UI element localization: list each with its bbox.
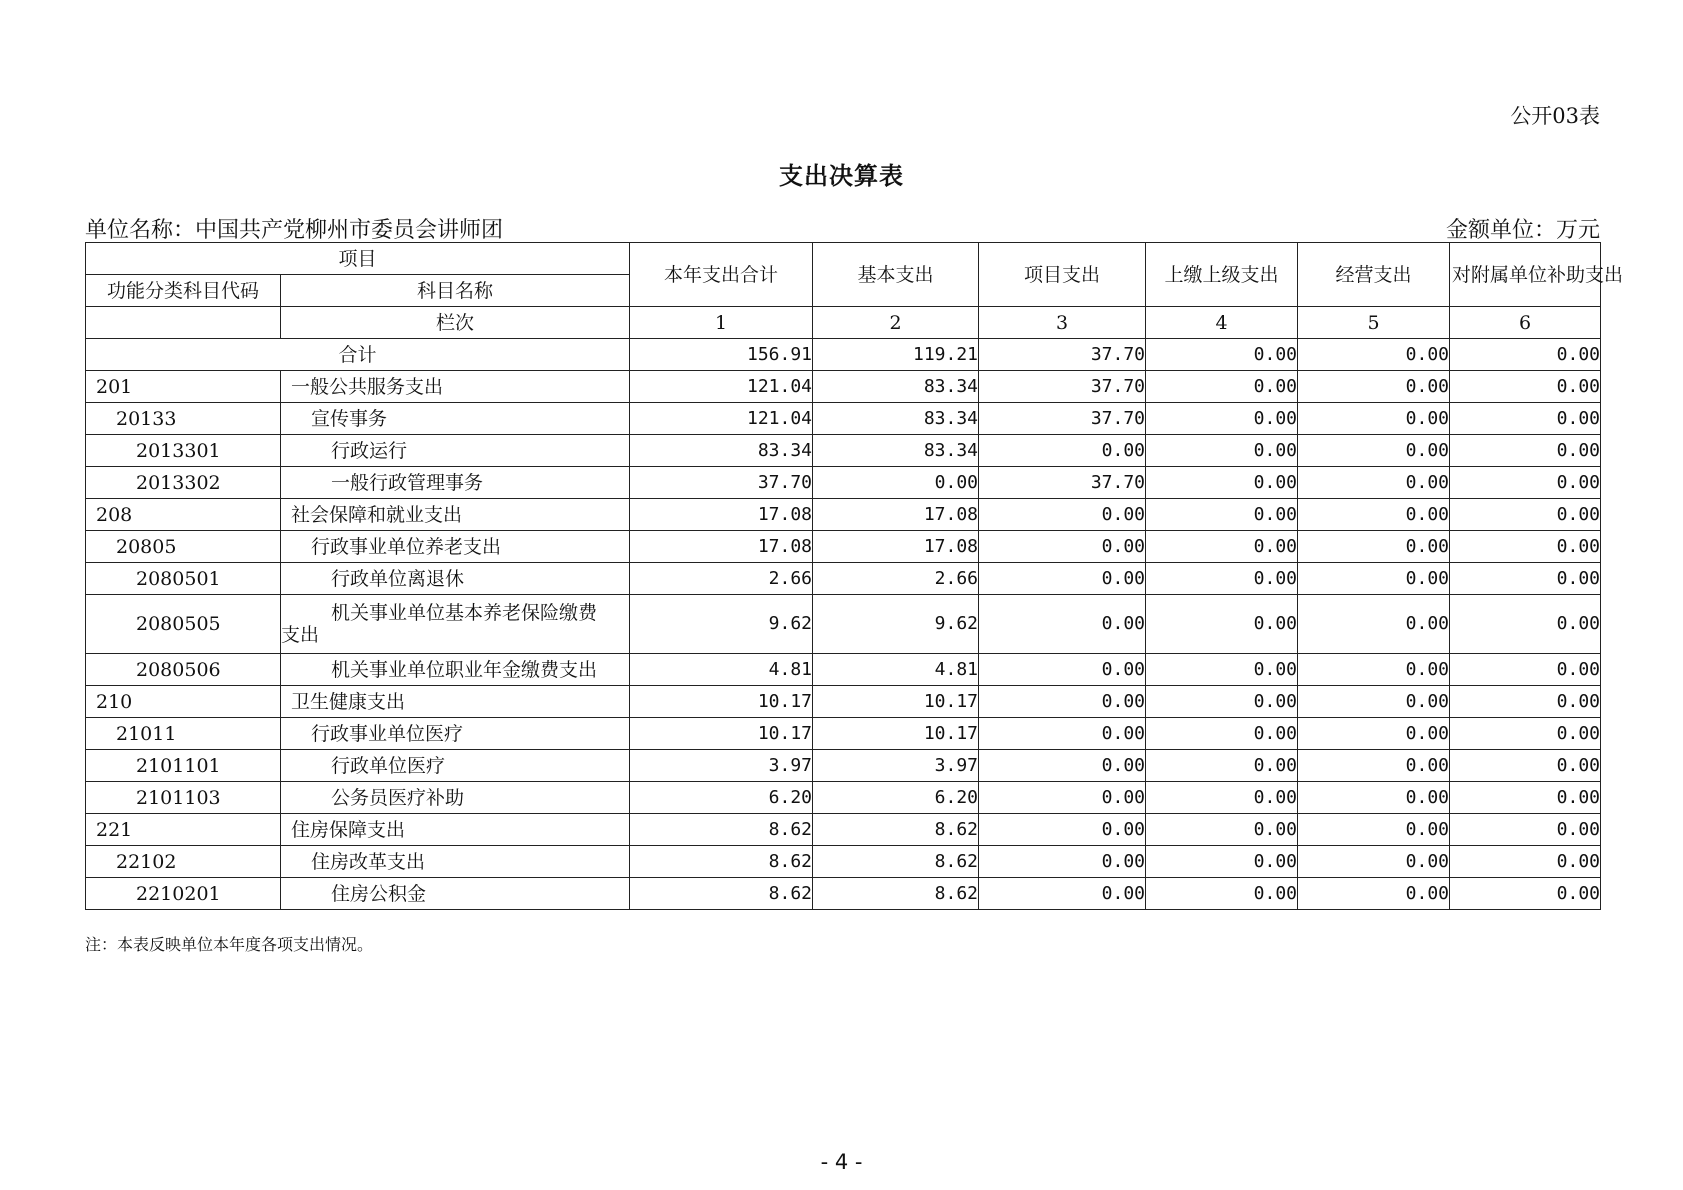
- row-value-4: 0.00: [1146, 814, 1298, 846]
- row-value-2: 2.66: [813, 563, 979, 595]
- table-row: [86, 403, 1601, 435]
- row-value-2: 8.62: [813, 814, 979, 846]
- row-value-1: 8.62: [630, 814, 813, 846]
- table-row: [86, 467, 1601, 499]
- row-name: 一般公共服务支出: [281, 371, 630, 403]
- row-code: 208: [86, 499, 281, 531]
- row-value-1: 8.62: [630, 846, 813, 878]
- row-code: 2210201: [86, 878, 281, 910]
- row-value-1: 4.81: [630, 654, 813, 686]
- row-value-4: 0.00: [1146, 782, 1298, 814]
- table-row: [86, 814, 1601, 846]
- row-value-3: 0.00: [979, 750, 1146, 782]
- column-number-row: [86, 307, 1601, 339]
- table-row: [86, 846, 1601, 878]
- row-code: 221: [86, 814, 281, 846]
- row-code: 22102: [86, 846, 281, 878]
- row-code: 20133: [86, 403, 281, 435]
- row-name: 住房公积金: [281, 878, 630, 910]
- row-code: 2013301: [86, 435, 281, 467]
- row-value-5: 0.00: [1298, 435, 1450, 467]
- row-value-6: 0.00: [1450, 563, 1601, 595]
- row-value-2: 17.08: [813, 499, 979, 531]
- row-code: 21011: [86, 718, 281, 750]
- row-value-2: 3.97: [813, 750, 979, 782]
- table-row: [86, 531, 1601, 563]
- row-value-5: 0.00: [1298, 846, 1450, 878]
- row-value-6: 0.00: [1450, 654, 1601, 686]
- table-row: [86, 499, 1601, 531]
- table-row: [86, 654, 1601, 686]
- row-code: 2080505: [86, 595, 281, 654]
- form-number: 公开03表: [1510, 104, 1600, 128]
- row-value-2: 8.62: [813, 846, 979, 878]
- col-number-1: 1: [630, 307, 813, 339]
- row-value-3: 0.00: [979, 718, 1146, 750]
- header-row-1: [86, 243, 1601, 275]
- row-code: 210: [86, 686, 281, 718]
- row-value-6: 0.00: [1450, 371, 1601, 403]
- row-value-3: 37.70: [979, 371, 1146, 403]
- table-row: [86, 878, 1601, 910]
- row-value-4: 0.00: [1146, 563, 1298, 595]
- row-value-3: 37.70: [979, 467, 1146, 499]
- row-code: 201: [86, 371, 281, 403]
- row-code: 2013302: [86, 467, 281, 499]
- row-name: 行政单位医疗: [281, 750, 630, 782]
- row-value-2: 0.00: [813, 467, 979, 499]
- row-name: 行政事业单位医疗: [281, 718, 630, 750]
- row-value-4: 0.00: [1146, 595, 1298, 654]
- row-value-4: 0.00: [1146, 750, 1298, 782]
- row-value-5: 0.00: [1298, 531, 1450, 563]
- row-name: 宣传事务: [281, 403, 630, 435]
- row-value-6: 0.00: [1450, 846, 1601, 878]
- row-name: 公务员医疗补助: [281, 782, 630, 814]
- total-value-1: 156.91: [630, 339, 813, 371]
- row-value-3: 0.00: [979, 563, 1146, 595]
- row-value-4: 0.00: [1146, 654, 1298, 686]
- table-row: [86, 686, 1601, 718]
- row-value-5: 0.00: [1298, 750, 1450, 782]
- row-value-2: 17.08: [813, 531, 979, 563]
- row-value-1: 17.08: [630, 531, 813, 563]
- total-value-4: 0.00: [1146, 339, 1298, 371]
- row-code: 2101103: [86, 782, 281, 814]
- row-value-5: 0.00: [1298, 686, 1450, 718]
- row-value-2: 83.34: [813, 435, 979, 467]
- row-name: 机关事业单位职业年金缴费支出: [281, 654, 630, 686]
- row-value-2: 8.62: [813, 878, 979, 910]
- row-value-3: 0.00: [979, 595, 1146, 654]
- row-value-5: 0.00: [1298, 403, 1450, 435]
- row-value-1: 3.97: [630, 750, 813, 782]
- row-name-continuation: 支出: [281, 624, 320, 646]
- row-value-5: 0.00: [1298, 718, 1450, 750]
- row-value-1: 121.04: [630, 403, 813, 435]
- row-value-1: 121.04: [630, 371, 813, 403]
- row-name: 卫生健康支出: [281, 686, 630, 718]
- row-value-1: 6.20: [630, 782, 813, 814]
- row-value-6: 0.00: [1450, 718, 1601, 750]
- col-number-6: 6: [1450, 307, 1601, 339]
- row-value-6: 0.00: [1450, 595, 1601, 654]
- row-name: 住房保障支出: [281, 814, 630, 846]
- row-value-5: 0.00: [1298, 782, 1450, 814]
- row-value-2: 9.62: [813, 595, 979, 654]
- row-value-4: 0.00: [1146, 435, 1298, 467]
- row-value-3: 0.00: [979, 654, 1146, 686]
- row-value-6: 0.00: [1450, 467, 1601, 499]
- amount-unit: 金额单位：万元: [1445, 218, 1600, 243]
- row-value-3: 0.00: [979, 782, 1146, 814]
- table-row: [86, 595, 1601, 654]
- row-value-1: 10.17: [630, 686, 813, 718]
- table-row: [86, 563, 1601, 595]
- row-value-5: 0.00: [1298, 467, 1450, 499]
- row-value-4: 0.00: [1146, 499, 1298, 531]
- row-code: 20805: [86, 531, 281, 563]
- row-value-4: 0.00: [1146, 846, 1298, 878]
- row-value-4: 0.00: [1146, 878, 1298, 910]
- row-value-2: 83.34: [813, 403, 979, 435]
- table-row: [86, 435, 1601, 467]
- row-value-6: 0.00: [1450, 878, 1601, 910]
- total-value-5: 0.00: [1298, 339, 1450, 371]
- row-code: 2080501: [86, 563, 281, 595]
- row-value-6: 0.00: [1450, 686, 1601, 718]
- total-value-3: 37.70: [979, 339, 1146, 371]
- row-value-2: 10.17: [813, 718, 979, 750]
- total-label: 合计: [86, 339, 630, 371]
- row-value-1: 8.62: [630, 878, 813, 910]
- row-value-4: 0.00: [1146, 686, 1298, 718]
- table-row: [86, 718, 1601, 750]
- col-number-4: 4: [1146, 307, 1298, 339]
- row-value-1: 2.66: [630, 563, 813, 595]
- page-number: - 4 -: [820, 1150, 863, 1174]
- row-value-4: 0.00: [1146, 467, 1298, 499]
- header-name: 科目名称: [281, 275, 630, 307]
- row-value-6: 0.00: [1450, 750, 1601, 782]
- empty-cell: [86, 307, 281, 339]
- row-value-6: 0.00: [1450, 814, 1601, 846]
- total-row: [86, 339, 1601, 371]
- row-name: 一般行政管理事务: [281, 467, 630, 499]
- row-value-2: 6.20: [813, 782, 979, 814]
- table-row: [86, 750, 1601, 782]
- row-name: 行政单位离退休: [281, 563, 630, 595]
- col-number-3: 3: [979, 307, 1146, 339]
- row-code: 2080506: [86, 654, 281, 686]
- row-value-1: 83.34: [630, 435, 813, 467]
- row-code: 2101101: [86, 750, 281, 782]
- row-value-5: 0.00: [1298, 878, 1450, 910]
- header-code: 功能分类科目代码: [86, 275, 281, 307]
- row-value-3: 0.00: [979, 846, 1146, 878]
- row-name: 行政事业单位养老支出: [281, 531, 630, 563]
- row-value-3: 37.70: [979, 403, 1146, 435]
- header-basic: 基本支出: [813, 243, 979, 307]
- row-value-1: 10.17: [630, 718, 813, 750]
- row-value-4: 0.00: [1146, 371, 1298, 403]
- row-name-line: 机关事业单位基本养老保险缴费: [331, 602, 598, 624]
- row-value-6: 0.00: [1450, 435, 1601, 467]
- header-subsidy: 对附属单位补助支出: [1450, 243, 1601, 307]
- header-project: 项目支出: [979, 243, 1146, 307]
- table-note: 注：本表反映单位本年度各项支出情况。: [85, 935, 374, 954]
- row-value-1: 17.08: [630, 499, 813, 531]
- header-item: 项目: [86, 243, 630, 275]
- row-value-5: 0.00: [1298, 499, 1450, 531]
- row-value-3: 0.00: [979, 878, 1146, 910]
- row-value-5: 0.00: [1298, 563, 1450, 595]
- row-value-3: 0.00: [979, 531, 1146, 563]
- row-value-1: 37.70: [630, 467, 813, 499]
- row-name: [281, 595, 630, 654]
- row-value-6: 0.00: [1450, 403, 1601, 435]
- row-value-5: 0.00: [1298, 595, 1450, 654]
- row-value-1: 9.62: [630, 595, 813, 654]
- row-value-5: 0.00: [1298, 654, 1450, 686]
- header-upper: 上缴上级支出: [1146, 243, 1298, 307]
- column-label: 栏次: [281, 307, 630, 339]
- row-value-3: 0.00: [979, 686, 1146, 718]
- row-value-3: 0.00: [979, 499, 1146, 531]
- row-value-5: 0.00: [1298, 371, 1450, 403]
- page-title: 支出决算表: [779, 162, 904, 190]
- row-value-3: 0.00: [979, 435, 1146, 467]
- col-number-2: 2: [813, 307, 979, 339]
- total-value-2: 119.21: [813, 339, 979, 371]
- row-value-5: 0.00: [1298, 814, 1450, 846]
- total-value-6: 0.00: [1450, 339, 1601, 371]
- header-business: 经营支出: [1298, 243, 1450, 307]
- row-name: 社会保障和就业支出: [281, 499, 630, 531]
- row-value-4: 0.00: [1146, 718, 1298, 750]
- row-value-2: 83.34: [813, 371, 979, 403]
- row-name: 住房改革支出: [281, 846, 630, 878]
- row-value-6: 0.00: [1450, 531, 1601, 563]
- row-name: 行政运行: [281, 435, 630, 467]
- unit-name: 单位名称：中国共产党柳州市委员会讲师团: [85, 218, 504, 243]
- row-value-4: 0.00: [1146, 403, 1298, 435]
- table-row: [86, 782, 1601, 814]
- table-row: [86, 371, 1601, 403]
- row-value-6: 0.00: [1450, 499, 1601, 531]
- row-value-4: 0.00: [1146, 531, 1298, 563]
- expenditure-table: [85, 242, 1624, 910]
- row-value-6: 0.00: [1450, 782, 1601, 814]
- col-number-5: 5: [1298, 307, 1450, 339]
- row-value-2: 4.81: [813, 654, 979, 686]
- row-value-3: 0.00: [979, 814, 1146, 846]
- header-total: 本年支出合计: [630, 243, 813, 307]
- row-value-2: 10.17: [813, 686, 979, 718]
